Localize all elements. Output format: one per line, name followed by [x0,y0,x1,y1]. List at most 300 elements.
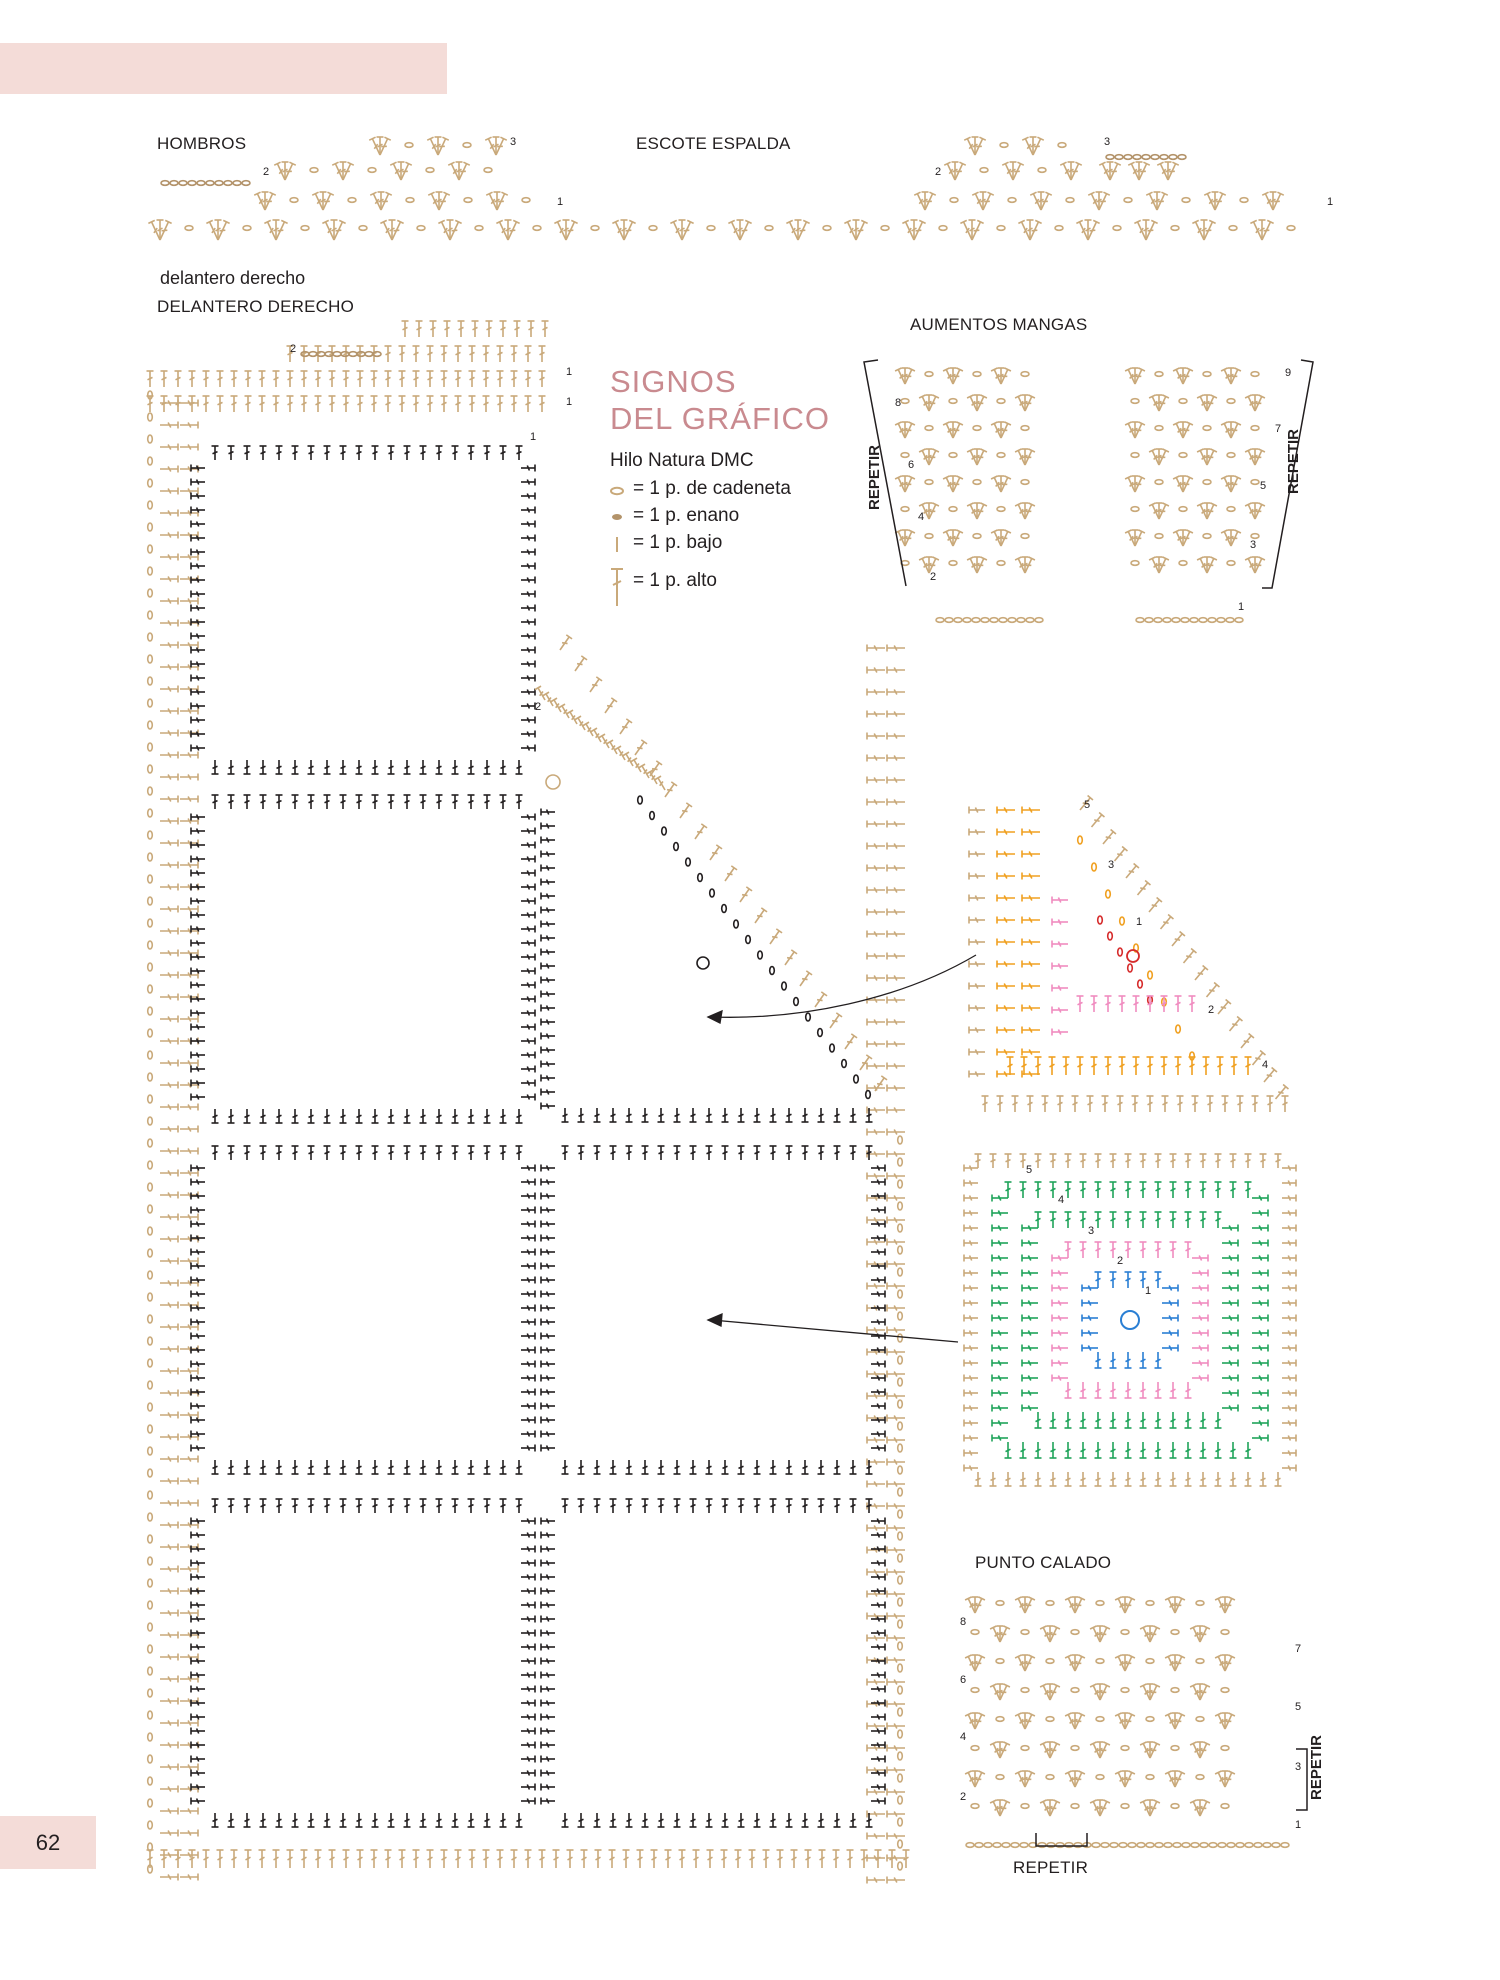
double-crochet-stitch [160,1874,178,1881]
stitch-bar [501,1819,506,1821]
chain-stitch [148,1029,153,1037]
double-crochet-stitch [679,1850,686,1868]
stitch-bar [527,1785,529,1790]
stitch-bar [547,880,549,885]
stitch-bar [386,377,391,379]
double-crochet-stitch [452,1146,459,1160]
double-crochet-stitch [722,866,737,883]
double-crochet-stitch [191,968,205,975]
double-crochet-stitch [486,321,493,337]
stitch-bar [405,1505,410,1507]
double-crochet-stitch [292,1460,299,1474]
double-crochet-stitch [541,991,555,998]
stitch-bar [835,1466,840,1468]
double-crochet-stitch [867,1063,885,1070]
double-crochet-stitch [595,1850,602,1868]
chain-stitch [148,633,153,641]
double-crochet-stitch [404,1146,411,1160]
double-crochet-stitch [557,635,572,652]
chain-stitch [148,1183,153,1191]
stitch-bar [437,766,442,768]
double-crochet-stitch [541,1742,555,1749]
stitch-bar [485,452,490,454]
double-crochet-stitch [541,1333,555,1340]
double-crochet-stitch [541,1089,555,1096]
stitch-bar [197,1673,199,1678]
double-crochet-stitch [308,1460,315,1474]
stitch-bar [527,1446,529,1451]
chain-stitch [206,181,214,186]
stitch-bar [428,402,433,404]
stitch-bar [527,899,529,904]
double-crochet-stitch [468,1813,475,1827]
double-crochet-stitch [160,1852,178,1859]
double-crochet-stitch [767,929,782,946]
stitch-bar [330,377,335,379]
stitch-bar [341,766,346,768]
double-crochet-stitch [180,730,198,737]
double-crochet-stitch [308,1109,315,1123]
stitch-bar [373,452,378,454]
double-crochet-stitch [521,1588,535,1595]
stitch-bar [595,1152,600,1154]
double-crochet-stitch [191,1179,205,1186]
double-crochet-stitch [420,1146,427,1160]
stitch-bar [501,1505,506,1507]
double-crochet-stitch [483,1850,490,1868]
double-crochet-stitch [553,1850,560,1868]
double-crochet-stitch [802,1108,809,1122]
double-crochet-stitch [521,1672,535,1679]
double-crochet-stitch [160,1324,178,1331]
double-crochet-stitch [562,1813,569,1827]
double-crochet-stitch [160,598,178,605]
double-crochet-stitch [642,1146,649,1160]
chain-stitch [188,181,196,186]
double-crochet-stitch [516,760,523,774]
stitch-bar [414,352,419,354]
stitch-bar [456,377,461,379]
stitch-bar [229,1152,234,1154]
stitch-bar [579,1505,584,1507]
stitch-bar [197,718,199,723]
chain-stitch [148,1227,153,1235]
stitch-bar [643,1466,648,1468]
double-crochet-stitch [468,1109,475,1123]
stitch-bar [357,801,362,803]
double-crochet-stitch [468,760,475,774]
chain-stitch [758,951,763,959]
double-crochet-stitch [404,1460,411,1474]
stitch-bar [372,377,377,379]
double-crochet-stitch [834,1813,841,1827]
double-crochet-stitch [871,1445,885,1452]
double-crochet-stitch [738,1146,745,1160]
double-crochet-stitch [658,1499,665,1513]
stitch-bar [547,1631,549,1636]
double-crochet-stitch [468,795,475,809]
double-crochet-stitch [754,1460,761,1474]
double-crochet-stitch [228,1146,235,1160]
stitch-bar [627,1819,632,1821]
stitch-bar [437,1152,442,1154]
double-crochet-stitch [416,321,423,337]
double-crochet-stitch [707,1850,714,1868]
stitch-bar [309,1466,314,1468]
double-crochet-stitch [867,1569,885,1576]
stitch-bar [389,1115,394,1117]
stitch-bar [547,1687,549,1692]
stitch-bar [261,1505,266,1507]
double-crochet-stitch [541,1047,555,1054]
double-crochet-stitch [867,711,885,718]
double-crochet-stitch [180,1412,198,1419]
stitch-bar [527,843,529,848]
stitch-bar [547,1771,549,1776]
double-crochet-stitch [521,1165,535,1172]
stitch-bar [527,690,529,695]
stitch-bar [512,402,517,404]
double-crochet-stitch [578,1813,585,1827]
stitch-bar [473,327,478,329]
stitch-bar [373,1466,378,1468]
stitch-bar [877,1729,879,1734]
double-crochet-stitch [385,346,392,362]
stitch-bar [563,1505,568,1507]
double-crochet-stitch [484,1499,491,1513]
double-crochet-stitch [160,840,178,847]
stitch-top [701,824,707,828]
double-crochet-stitch [867,843,885,850]
double-crochet-stitch [484,446,491,460]
double-crochet-stitch [521,1445,535,1452]
double-crochet-stitch [690,1146,697,1160]
chain-stitch [1055,226,1063,231]
stitch-bar [501,1115,506,1117]
double-crochet-stitch [191,675,205,682]
double-crochet-stitch [160,774,178,781]
stitch-bar [527,1673,529,1678]
stitch-bar [442,377,447,379]
double-crochet-stitch [802,1146,809,1160]
chain-stitch [898,1290,903,1298]
double-crochet-stitch [658,1813,665,1827]
double-crochet-stitch [541,1221,555,1228]
double-crochet-stitch [292,1146,299,1160]
double-crochet-stitch [850,1813,857,1827]
double-crochet-stitch [867,1481,885,1488]
double-crochet-stitch [867,689,885,696]
double-crochet-stitch [292,1813,299,1827]
chain-stitch [1008,198,1016,203]
double-crochet-stitch [308,446,315,460]
stitch-bar [213,801,218,803]
chain-stitch [1038,168,1046,173]
stitch-bar [197,1376,199,1381]
motif-square-outline [191,795,535,1123]
double-crochet-stitch [867,1173,885,1180]
double-crochet-stitch [340,1460,347,1474]
stitch-bar [261,1115,266,1117]
chain-stitch [662,827,667,835]
double-crochet-stitch [191,940,205,947]
stitch-bar [547,1222,549,1227]
stitch-bar [148,377,153,379]
double-crochet-stitch [541,1546,555,1553]
double-crochet-stitch [452,795,459,809]
double-crochet-stitch [189,1850,196,1868]
double-crochet-stitch [160,686,178,693]
double-crochet-stitch [228,760,235,774]
stitch-bar [547,1785,549,1790]
double-crochet-stitch [189,396,196,412]
double-crochet-stitch [511,396,518,412]
chain-stitch [148,655,153,663]
stitch-bar [877,1617,879,1622]
chain-stitch [148,1821,153,1829]
stitch-bar [197,564,199,569]
stitch-bar [527,508,529,513]
chain-stitch [148,1403,153,1411]
double-crochet-stitch [329,371,336,387]
stitch-bar [459,327,464,329]
chain-stitch [148,1381,153,1389]
stitch-bar [526,352,531,354]
double-crochet-stitch [541,1630,555,1637]
stitch-bar [309,1505,314,1507]
chain-stitch [898,1444,903,1452]
double-crochet-stitch [260,1460,267,1474]
stitch-bar [442,352,447,354]
stitch-bar [527,1589,529,1594]
double-crochet-stitch [871,1630,885,1637]
double-crochet-stitch [594,1460,601,1474]
stitch-bar [437,1819,442,1821]
stitch-bar [527,1432,529,1437]
stitch-bar [675,1466,680,1468]
double-crochet-stitch [191,1616,205,1623]
stitch-bar [877,1390,879,1395]
chain-stitch [1151,155,1159,160]
double-crochet-stitch [276,1813,283,1827]
stitch-bar [197,1180,199,1185]
chain-stitch [1000,143,1008,148]
double-crochet-stitch [191,1518,205,1525]
double-crochet-stitch [160,928,178,935]
double-crochet-stitch [871,1546,885,1553]
double-crochet-stitch [887,931,905,938]
chain-stitch-icon [611,488,623,494]
double-crochet-stitch [292,1499,299,1513]
double-crochet-stitch [867,777,885,784]
chain-stitch [898,1510,903,1518]
stitch-bar [547,1048,549,1053]
stitch-bar [400,377,405,379]
stitch-bar [527,857,529,862]
stitch-bar [470,352,475,354]
double-crochet-stitch [871,1165,885,1172]
stitch-bar [453,1819,458,1821]
stitch-bar [691,1114,696,1116]
double-crochet-stitch [541,1277,555,1284]
stitch-bar [373,801,378,803]
double-crochet-stitch [867,931,885,938]
double-crochet-stitch [674,1499,681,1513]
chain-stitch [148,919,153,927]
double-crochet-stitch [340,760,347,774]
stitch-bar [771,1466,776,1468]
double-crochet-stitch [160,1676,178,1683]
double-crochet-stitch [521,633,535,640]
stitch-bar [229,1466,234,1468]
stitch-bar [755,1114,760,1116]
stitch-bar [527,1519,529,1524]
chain-stitch [290,198,298,203]
stitch-bar [197,815,199,820]
legend-item-single: = 1 p. bajo [633,532,723,553]
stitch-top [566,635,572,639]
double-crochet-stitch [180,1126,198,1133]
double-crochet-stitch [259,371,266,387]
double-crochet-stitch [632,740,647,757]
stitch-bar [547,1020,549,1025]
chain-stitch [148,1733,153,1741]
stitch-bar [540,352,545,354]
double-crochet-stitch [707,845,722,862]
double-crochet-stitch [521,898,535,905]
double-crochet-stitch [191,605,205,612]
double-crochet-stitch [340,795,347,809]
stitch-bar [707,1466,712,1468]
double-crochet-stitch [850,1108,857,1122]
double-crochet-stitch [871,1179,885,1186]
stitch-bar [611,1819,616,1821]
double-crochet-stitch [521,1207,535,1214]
double-crochet-stitch [212,1109,219,1123]
stitch-top [881,1076,887,1080]
motif-square-outline [191,1146,535,1474]
double-crochet-stitch [521,1518,535,1525]
double-crochet-stitch [388,1109,395,1123]
double-crochet-stitch [521,1686,535,1693]
double-crochet-stitch [528,321,535,337]
double-crochet-stitch [191,1024,205,1031]
stitch-bar [547,1194,549,1199]
double-crochet-stitch [402,321,409,337]
double-crochet-stitch [308,1146,315,1160]
double-crochet-stitch [273,1850,280,1868]
double-crochet-stitch [452,446,459,460]
stitch-bar [245,1819,250,1821]
double-crochet-stitch [541,879,555,886]
motif-square-outline [541,1146,885,1474]
chain-stitch [1021,534,1029,539]
stitch-bar [260,377,265,379]
double-crochet-stitch [521,577,535,584]
stitch-bar [325,1152,330,1154]
chain-stitch [898,1730,903,1738]
double-crochet-stitch [436,1146,443,1160]
double-crochet-stitch [887,1789,905,1796]
stitch-bar [627,1152,632,1154]
stitch-bar [190,377,195,379]
stitch-bar [547,1799,549,1804]
double-crochet-stitch [160,1478,178,1485]
stitch-bar [218,402,223,404]
double-crochet-stitch [191,1249,205,1256]
double-crochet-stitch [887,1415,905,1422]
double-crochet-stitch [770,1499,777,1513]
stitch-bar [527,1561,529,1566]
double-crochet-stitch [372,1146,379,1160]
double-crochet-stitch [867,733,885,740]
double-crochet-stitch [191,1686,205,1693]
chain-stitch [148,677,153,685]
stitch-bar [803,1114,808,1116]
double-crochet-stitch [484,1146,491,1160]
chain-stitch [818,1029,823,1037]
double-crochet-stitch [180,1060,198,1067]
stitch-bar [547,1432,549,1437]
chain-stitch [148,479,153,487]
double-crochet-stitch [626,1108,633,1122]
stitch-bar [877,1603,879,1608]
chain-stitch [224,181,232,186]
chain-stitch [1155,372,1163,377]
double-crochet-stitch [180,1324,198,1331]
double-crochet-stitch [887,1503,905,1510]
double-crochet-stitch [420,1499,427,1513]
double-crochet-stitch [273,396,280,412]
stitch-bar [527,564,529,569]
stitch-bar [232,377,237,379]
stitch-bar [527,536,529,541]
double-crochet-stitch [541,837,555,844]
stitch-bar [803,1466,808,1468]
chain-stitch [148,1689,153,1697]
stitch-bar [739,1152,744,1154]
double-crochet-stitch [511,1850,518,1868]
stitch-bar [197,871,199,876]
stitch-bar [547,1166,549,1171]
double-crochet-stitch [871,1375,885,1382]
chain-stitch [148,1293,153,1301]
chain-stitch [898,1356,903,1364]
chain-stitch [949,399,957,404]
double-crochet-stitch [180,554,198,561]
stitch-bar [595,1114,600,1116]
stitch-bar [245,1152,250,1154]
stitch-bar [437,1115,442,1117]
double-crochet-stitch [516,1109,523,1123]
chain-stitch [1240,198,1248,203]
double-crochet-stitch [180,1148,198,1155]
stitch-bar [389,1152,394,1154]
double-crochet-stitch [500,1499,507,1513]
chain-stitch [1142,155,1150,160]
double-crochet-stitch [315,396,322,412]
stitch-bar [197,983,199,988]
double-crochet-stitch [160,1236,178,1243]
label-aumentos-mangas: AUMENTOS MANGAS [910,315,1088,334]
stitch-bar [547,1519,549,1524]
chain-stitch [148,1623,153,1631]
double-crochet-stitch [160,1346,178,1353]
double-crochet-stitch [541,1033,555,1040]
stitch-bar [547,894,549,899]
double-crochet-stitch [692,824,707,841]
label-delantero-upper: DELANTERO DERECHO [157,297,355,316]
